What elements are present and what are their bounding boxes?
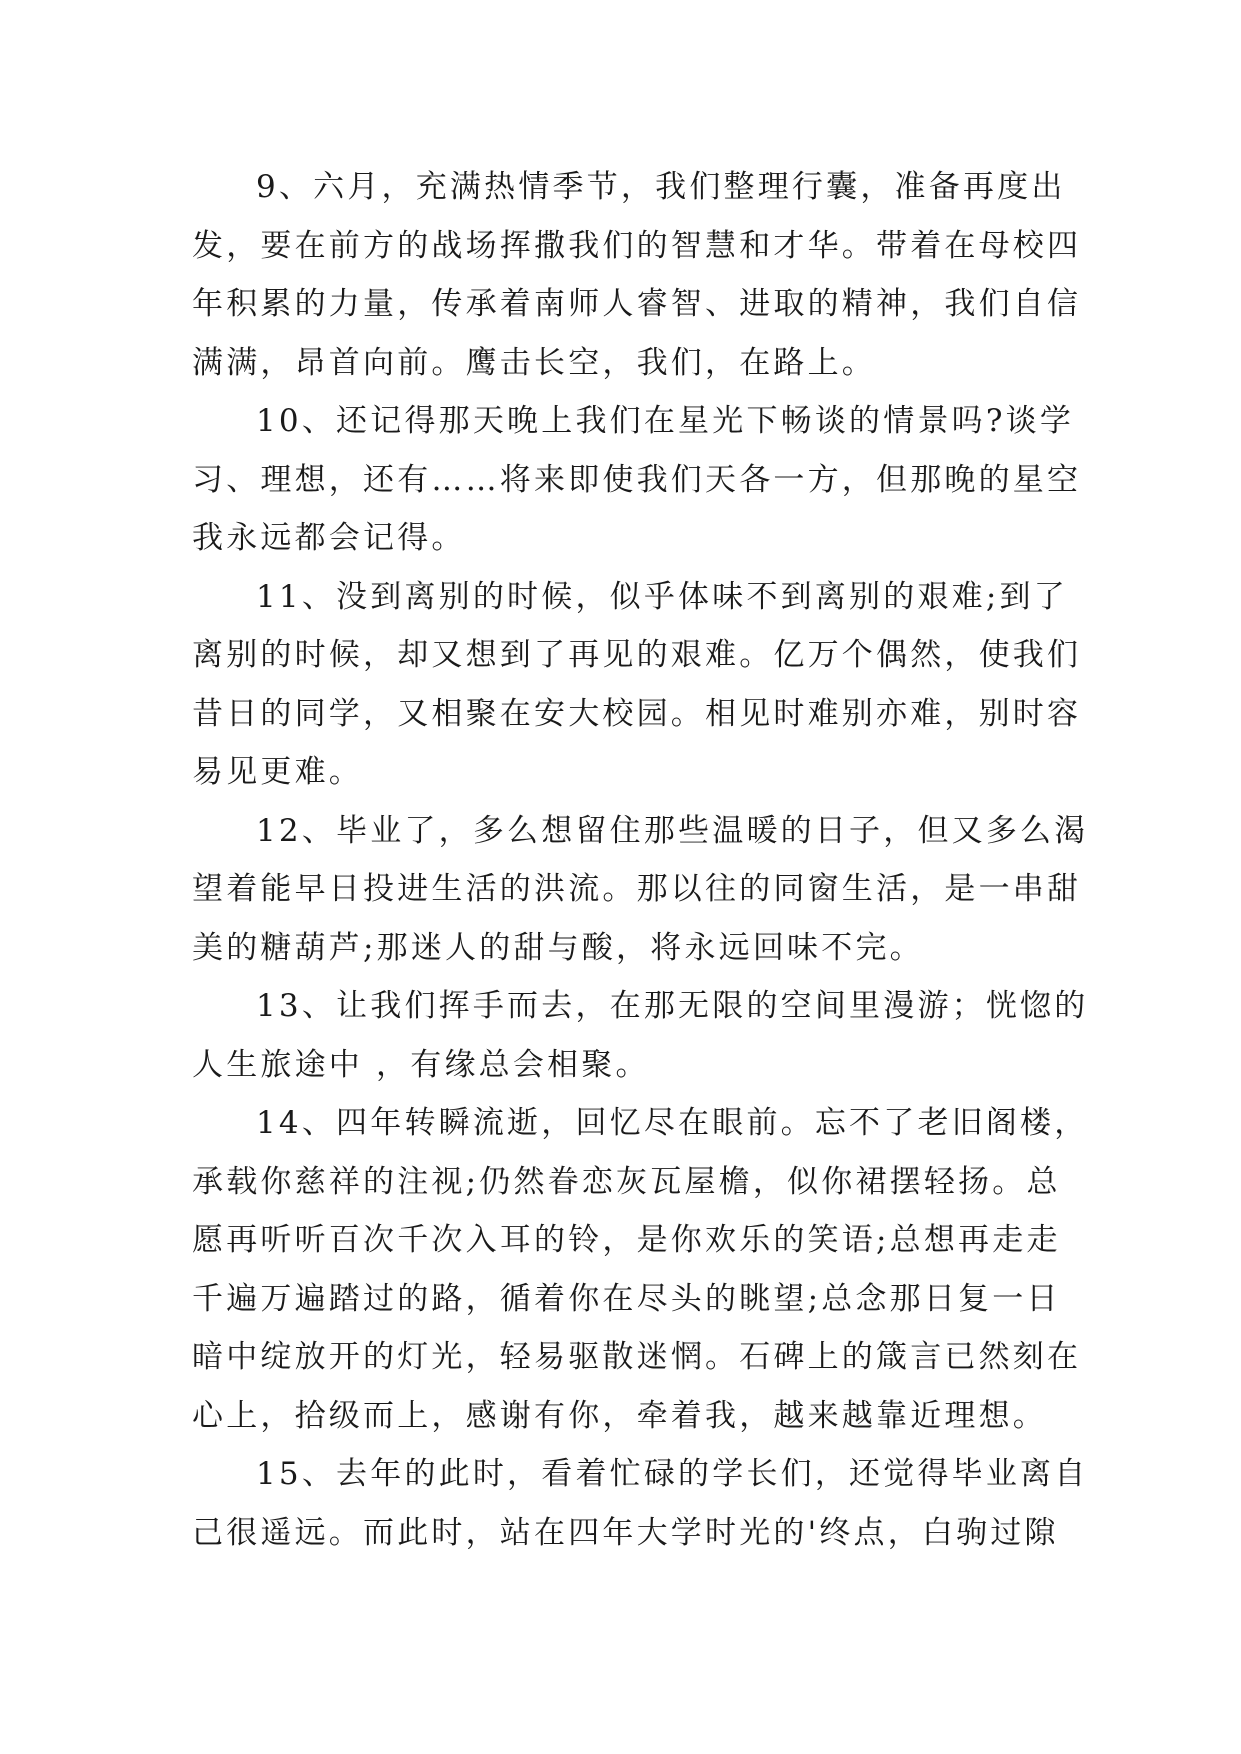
paragraph-12-line-2: 望着能早日投进生活的洪流。那以往的同窗生活，是一串甜 xyxy=(192,871,1082,907)
paragraph-10-line-1: 10、还记得那天晚上我们在星光下畅谈的情景吗?谈学 xyxy=(256,403,1075,439)
paragraph-13-line-1: 13、让我们挥手而去，在那无限的空间里漫游；恍惚的 xyxy=(256,988,1089,1024)
paragraph-9-line-1: 9、六月，充满热情季节，我们整理行囊，准备再度出 xyxy=(256,169,1066,205)
paragraph-12-line-1: 12、毕业了，多么想留住那些温暖的日子，但又多么渴 xyxy=(256,812,1089,849)
paragraph-9-line-2: 发，要在前方的战场挥撒我们的智慧和才华。带着在母校四 xyxy=(192,227,1082,264)
paragraph-15-line-1: 15、去年的此时，看着忙碌的学长们，还觉得毕业离自 xyxy=(256,1456,1089,1492)
paragraph-14-line-3: 愿再听听百次千次入耳的铃，是你欢乐的笑语;总想再走走 xyxy=(192,1222,1061,1258)
paragraph-15-line-2: 己很遥远。而此时，站在四年大学时光的'终点，白驹过隙 xyxy=(192,1514,1059,1551)
paragraph-14-line-5: 暗中绽放开的灯光，轻易驱散迷惘。石碑上的箴言已然刻在 xyxy=(192,1339,1082,1375)
paragraph-11-line-4: 易见更难。 xyxy=(192,754,363,790)
paragraph-14-line-2: 承载你慈祥的注视;仍然眷恋灰瓦屋檐，似你裙摆轻扬。总 xyxy=(192,1163,1061,1200)
paragraph-9-line-4: 满满，昂首向前。鹰击长空，我们，在路上。 xyxy=(192,344,876,381)
paragraph-14-line-1: 14、四年转瞬流逝，回忆尽在眼前。忘不了老旧阁楼， xyxy=(256,1105,1089,1141)
paragraph-14-line-4: 千遍万遍踏过的路，循着你在尽头的眺望;总念那日复一日 xyxy=(192,1280,1061,1317)
paragraph-10-line-3: 我永远都会记得。 xyxy=(192,520,466,556)
paragraph-11-line-2: 离别的时候，却又想到了再见的艰难。亿万个偶然，使我们 xyxy=(192,637,1082,673)
paragraph-11-line-3: 昔日的同学，又相聚在安大校园。相见时难别亦难，别时容 xyxy=(192,695,1082,732)
paragraph-14-line-6: 心上，拾级而上，感谢有你，牵着我，越来越靠近理想。 xyxy=(192,1397,1047,1434)
body-text xyxy=(192,158,1089,1562)
paragraph-12-line-3: 美的糖葫芦;那迷人的甜与酸，将永远回味不完。 xyxy=(192,929,924,966)
paragraph-10-line-2: 习、理想，还有……将来即使我们天各一方，但那晚的星空 xyxy=(192,461,1082,498)
paragraph-9-line-3: 年积累的力量，传承着南师人睿智、进取的精神，我们自信 xyxy=(192,286,1082,322)
paragraph-13-line-2: 人生旅途中 ，有缘总会相聚。 xyxy=(192,1046,650,1083)
paragraph-11-line-1: 11、没到离别的时候，似乎体味不到离别的艰难;到了 xyxy=(256,578,1068,615)
